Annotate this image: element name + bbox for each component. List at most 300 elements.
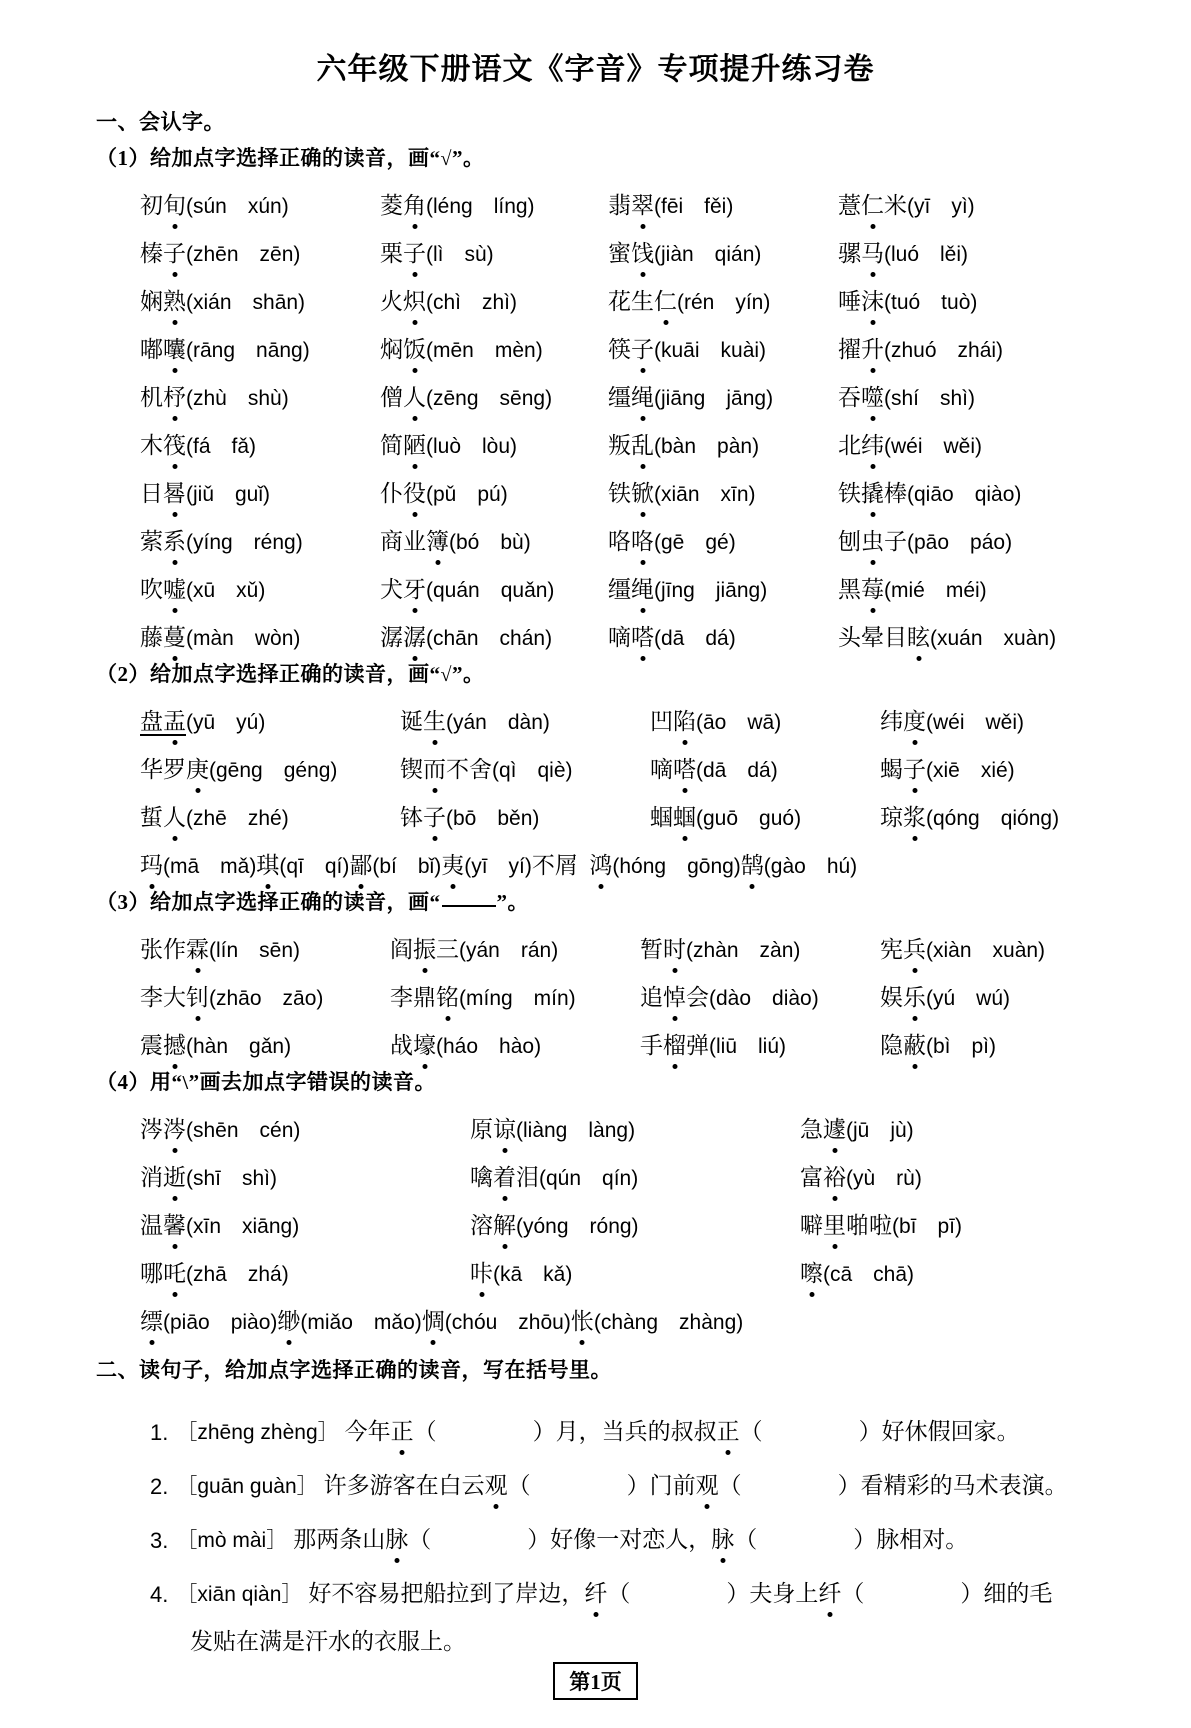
dotted-character: 嗒: [631, 619, 654, 652]
dotted-character: 鹄: [741, 847, 764, 880]
pinyin-choice-item[interactable]: [140, 427, 380, 460]
pinyin-bracket-options[interactable]: ［guān guàn］: [176, 1475, 318, 1498]
pinyin-options[interactable]: (dào diào): [709, 987, 819, 1010]
pinyin-choice-item[interactable]: [277, 1303, 421, 1336]
dotted-character: 度: [903, 703, 926, 736]
answer-blank[interactable]: [742, 1474, 838, 1500]
pinyin-choice-item[interactable]: [140, 235, 380, 268]
dotted-character: 惆: [422, 1303, 445, 1336]
pinyin-options[interactable]: (mā mǎ): [163, 855, 257, 878]
dotted-character: 谅: [493, 1111, 516, 1144]
pinyin-options[interactable]: (yán dàn): [446, 711, 550, 734]
pinyin-choice-item[interactable]: [400, 799, 650, 832]
question-number: 1.: [150, 1420, 169, 1445]
pinyin-choice-item[interactable]: [608, 619, 838, 652]
dotted-character: 壕: [413, 1027, 436, 1060]
dotted-character: 子: [631, 331, 654, 364]
dotted-character: 饭: [403, 331, 426, 364]
pinyin-options[interactable]: (quán quǎn): [426, 579, 555, 602]
pinyin-options[interactable]: (bàn pàn): [654, 435, 760, 458]
dotted-character: 正: [717, 1413, 740, 1446]
dotted-character: 纤: [818, 1575, 841, 1608]
dotted-character: 蔓: [163, 619, 186, 652]
dotted-character: 时: [663, 931, 686, 964]
pinyin-options[interactable]: (bō běn): [446, 807, 540, 830]
pinyin-choice-item[interactable]: [140, 523, 380, 556]
word-prefix: 诞: [400, 709, 423, 734]
word-characters: [140, 433, 186, 458]
word-prefix: 木: [140, 433, 163, 458]
dotted-character: 角: [403, 187, 426, 220]
exercise-row: [140, 271, 1191, 316]
pinyin-options[interactable]: (piāo piào): [163, 1311, 278, 1334]
pinyin-choice-item[interactable]: [390, 931, 640, 964]
pinyin-choice-item[interactable]: [140, 1159, 470, 1192]
dotted-character: 杼: [163, 379, 186, 412]
word-characters: [470, 1213, 516, 1238]
pinyin-choice-item[interactable]: [650, 751, 880, 784]
pinyin-options[interactable]: (kuāi kuài): [654, 339, 767, 362]
pinyin-choice-item[interactable]: [380, 523, 608, 556]
pinyin-options[interactable]: (zhā zhá): [186, 1263, 289, 1286]
pinyin-choice-item[interactable]: [349, 847, 441, 880]
pinyin-options[interactable]: (chì zhì): [426, 291, 518, 314]
word-characters: [650, 757, 696, 782]
pinyin-choice-item[interactable]: [256, 847, 349, 880]
dotted-character: 人: [403, 379, 426, 412]
pinyin-options[interactable]: (qóng qióng): [926, 807, 1060, 830]
word-characters: [880, 937, 926, 962]
word-characters: [838, 289, 884, 314]
pinyin-choice-item[interactable]: [380, 283, 608, 316]
word-characters: [380, 241, 426, 266]
pinyin-options[interactable]: (fá fǎ): [186, 435, 257, 458]
word-characters: [140, 481, 186, 506]
pinyin-choice-item[interactable]: [608, 427, 838, 460]
pinyin-options[interactable]: (jū jù): [846, 1119, 914, 1142]
pinyin-choice-item[interactable]: [470, 1255, 800, 1288]
pinyin-choice-item[interactable]: [441, 847, 589, 880]
pinyin-options[interactable]: (xū xǔ): [186, 579, 266, 602]
sentence-text: ）门前: [626, 1473, 696, 1498]
dotted-character: 炽: [403, 283, 426, 316]
pinyin-choice-item[interactable]: [608, 475, 838, 508]
question-number: 3.: [150, 1528, 169, 1553]
pinyin-options[interactable]: (rāng nāng): [186, 339, 310, 362]
pinyin-options[interactable]: (āo wā): [696, 711, 782, 734]
underline-mark-icon: [442, 905, 496, 907]
word-prefix: 翡: [608, 193, 631, 218]
pinyin-options[interactable]: (gē gé): [654, 531, 736, 554]
pinyin-options[interactable]: (bí bǐ): [372, 855, 442, 878]
pinyin-options[interactable]: (yóng róng): [516, 1215, 639, 1238]
word-prefix: 噙: [470, 1165, 493, 1190]
word-prefix: 蝎: [880, 757, 903, 782]
word-suffix: 不舍: [446, 757, 492, 782]
dotted-character: 振: [413, 931, 436, 964]
sentence-text: ）看精彩的马术表演。: [837, 1473, 1068, 1498]
pinyin-options[interactable]: (dā dá): [654, 627, 736, 650]
pinyin-choice-item[interactable]: [140, 571, 380, 604]
subsection-2-rows: [0, 691, 1191, 880]
pinyin-options[interactable]: (shī shì): [186, 1167, 278, 1190]
word-suffix: 会: [686, 985, 709, 1010]
pinyin-choice-item[interactable]: [741, 847, 857, 880]
slash-mark-icon: \: [182, 1072, 189, 1094]
word-characters: [640, 985, 709, 1010]
pinyin-choice-item[interactable]: [571, 1303, 743, 1336]
pinyin-options[interactable]: (pǔ pú): [426, 483, 508, 506]
pinyin-options[interactable]: (zhāo zāo): [209, 987, 324, 1010]
pinyin-choice-item[interactable]: [380, 235, 608, 268]
pinyin-options[interactable]: (xiē xié): [926, 759, 1015, 782]
pinyin-choice-item[interactable]: [608, 187, 838, 220]
pinyin-options[interactable]: (bì pì): [926, 1035, 997, 1058]
pinyin-choice-item[interactable]: [470, 1111, 800, 1144]
pinyin-bracket-options[interactable]: ［xiān qiàn］: [176, 1583, 303, 1606]
pinyin-options[interactable]: (chàng zhàng): [593, 1311, 744, 1334]
sentence-continuation: 发贴在满是汗水的衣服上。: [190, 1629, 466, 1654]
sentence-text: 许多游客在白云: [323, 1473, 485, 1498]
answer-blank[interactable]: [431, 1528, 527, 1554]
dotted-character: 遽: [823, 1111, 846, 1144]
exercise-row: [140, 1195, 1191, 1240]
pinyin-options[interactable]: (màn wòn): [186, 627, 301, 650]
pinyin-choice-item[interactable]: [140, 187, 380, 220]
pinyin-choice-item[interactable]: [140, 703, 400, 736]
dotted-character: 盂: [163, 703, 186, 736]
word-prefix: 原: [470, 1117, 493, 1142]
word-prefix: 初: [140, 193, 163, 218]
pinyin-options[interactable]: (wéi wěi): [884, 435, 983, 458]
word-prefix: 筷: [608, 337, 631, 362]
pinyin-options[interactable]: (jiàn qián): [654, 243, 762, 266]
pinyin-options[interactable]: (xiān xīn): [654, 483, 756, 506]
paren-open: （: [507, 1473, 531, 1498]
word-prefix: 叛: [608, 433, 631, 458]
word-suffix: 弹: [686, 1033, 709, 1058]
word-prefix: 仆: [380, 481, 403, 506]
word-suffix: 不屑: [531, 853, 590, 878]
pinyin-options[interactable]: (liàng làng): [516, 1119, 636, 1142]
pinyin-options[interactable]: (sún xún): [186, 195, 289, 218]
pinyin-options[interactable]: (mié méi): [884, 579, 987, 602]
word-characters: [608, 625, 654, 650]
word-characters: [838, 337, 884, 362]
word-prefix: 骡: [838, 241, 861, 266]
pinyin-choice-item[interactable]: [608, 331, 838, 364]
word-prefix: 栗: [380, 241, 403, 266]
pinyin-choice-item[interactable]: [390, 1027, 640, 1060]
pinyin-options[interactable]: (dā dá): [696, 759, 778, 782]
pinyin-options[interactable]: (léng líng): [426, 195, 535, 218]
pinyin-options[interactable]: (zhù shù): [186, 387, 289, 410]
pinyin-options[interactable]: (bó bù): [449, 531, 531, 554]
pinyin-options[interactable]: (qī qí): [279, 855, 350, 878]
word-characters: [140, 577, 186, 602]
pinyin-options[interactable]: (zhē zhé): [186, 807, 289, 830]
pinyin-options[interactable]: (shí shì): [884, 387, 976, 410]
pinyin-options[interactable]: (qiāo qiào): [907, 483, 1022, 506]
pinyin-options[interactable]: (chān chán): [426, 627, 553, 650]
pinyin-choice-item[interactable]: [140, 379, 380, 412]
word-prefix: 温: [140, 1213, 163, 1238]
pinyin-choice-item[interactable]: [608, 379, 838, 412]
pinyin-bracket-options[interactable]: ［zhēng zhèng］: [176, 1421, 339, 1444]
pinyin-choice-item[interactable]: [380, 379, 608, 412]
pinyin-choice-item[interactable]: [140, 1207, 470, 1240]
pinyin-options[interactable]: (hàn gǎn): [186, 1035, 292, 1058]
pinyin-options[interactable]: (xuán xuàn): [930, 627, 1057, 650]
exercise-row-inline: [140, 1291, 1191, 1336]
dotted-character: 观: [696, 1467, 719, 1500]
word-characters: [800, 1213, 892, 1238]
dotted-character: 纬: [861, 427, 884, 460]
word-characters: [880, 1033, 926, 1058]
dotted-character: 役: [403, 475, 426, 508]
exercise-row: [140, 559, 1191, 604]
dotted-character: 蝈: [673, 799, 696, 832]
pinyin-choice-item[interactable]: [400, 703, 650, 736]
pinyin-choice-item[interactable]: [470, 1207, 800, 1240]
pinyin-options[interactable]: (yī yì): [907, 195, 975, 218]
pinyin-choice-item[interactable]: [608, 523, 838, 556]
pinyin-choice-item[interactable]: [380, 331, 608, 364]
answer-blank[interactable]: [531, 1474, 627, 1500]
word-characters: [400, 757, 492, 782]
pinyin-choice-item[interactable]: [390, 979, 640, 1012]
subsection-2-label-end: ”。: [451, 662, 485, 686]
pinyin-choice-item[interactable]: [640, 979, 880, 1012]
pinyin-options[interactable]: (jiāng jāng): [654, 387, 774, 410]
dotted-character: 子: [163, 235, 186, 268]
pinyin-options[interactable]: (chóu zhōu): [444, 1311, 571, 1334]
word-prefix: 嘀: [608, 625, 631, 650]
word-characters: [390, 1033, 436, 1058]
pinyin-bracket-options[interactable]: ［mò mài］: [176, 1529, 288, 1552]
pinyin-options[interactable]: (cā chā): [823, 1263, 915, 1286]
word-suffix: 米: [884, 193, 907, 218]
pinyin-options[interactable]: (liū liú): [709, 1035, 787, 1058]
pinyin-options[interactable]: (zhàn zàn): [686, 939, 801, 962]
pinyin-choice-item[interactable]: [650, 799, 880, 832]
subsection-4-heading: [96, 1066, 1191, 1096]
pinyin-options[interactable]: (yú wú): [926, 987, 1011, 1010]
pinyin-options[interactable]: (luò lòu): [426, 435, 518, 458]
dotted-character: 钊: [186, 979, 209, 1012]
word-prefix: 缰: [608, 385, 631, 410]
dotted-character: 绳: [631, 571, 654, 604]
pinyin-options[interactable]: (bī pī): [892, 1215, 963, 1238]
pinyin-choice-item[interactable]: [380, 475, 608, 508]
sentence-question-row: [150, 1394, 1191, 1446]
pinyin-options[interactable]: (qì qiè): [492, 759, 573, 782]
pinyin-options[interactable]: (yū yú): [186, 711, 266, 734]
sentence-text: 好不容易把船拉到了岸边，: [308, 1581, 585, 1606]
pinyin-options[interactable]: (yíng réng): [186, 531, 303, 554]
pinyin-choice-item[interactable]: [140, 475, 380, 508]
pinyin-choice-item[interactable]: [608, 235, 838, 268]
pinyin-choice-item[interactable]: [589, 847, 740, 880]
pinyin-options[interactable]: (wéi wěi): [926, 711, 1025, 734]
word-prefix: 北: [838, 433, 861, 458]
word-characters: [380, 529, 449, 554]
sentence-text: ）好休假回家。: [858, 1419, 1020, 1444]
word-characters: [800, 1261, 823, 1286]
pinyin-options[interactable]: (hóng gōng): [612, 855, 741, 878]
answer-blank[interactable]: [864, 1582, 960, 1608]
answer-blank[interactable]: [757, 1528, 853, 1554]
pinyin-choice-item[interactable]: [140, 283, 380, 316]
word-prefix: 吹: [140, 577, 163, 602]
pinyin-options[interactable]: (mēn mèn): [426, 339, 543, 362]
answer-blank[interactable]: [630, 1582, 726, 1608]
pinyin-choice-item[interactable]: [140, 331, 380, 364]
pinyin-options[interactable]: (yù rù): [846, 1167, 922, 1190]
dotted-character: 观: [485, 1467, 508, 1500]
dotted-character: 筏: [163, 427, 186, 460]
pinyin-choice-item[interactable]: [422, 1303, 571, 1336]
word-characters: [608, 481, 654, 506]
section-one-heading: 一、会认字。: [96, 110, 225, 134]
dotted-character: 而: [423, 751, 446, 784]
pinyin-options[interactable]: (zēng sēng): [426, 387, 553, 410]
dotted-character: 浆: [903, 799, 926, 832]
pinyin-choice-item[interactable]: [380, 571, 608, 604]
pinyin-choice-item[interactable]: [608, 283, 838, 316]
dotted-character: 晷: [163, 475, 186, 508]
dotted-character: 涔: [163, 1111, 186, 1144]
pinyin-options[interactable]: (gēng géng): [209, 759, 338, 782]
pinyin-choice-item[interactable]: [380, 427, 608, 460]
dotted-character: 纤: [584, 1575, 607, 1608]
pinyin-options[interactable]: (miǎo mǎo): [300, 1311, 422, 1334]
dotted-character: 嗒: [673, 751, 696, 784]
word-prefix: 锲: [400, 757, 423, 782]
pinyin-options[interactable]: (zhuó zhái): [884, 339, 1004, 362]
word-prefix: 李大: [140, 985, 186, 1010]
dotted-character: 咔: [470, 1255, 493, 1288]
dotted-character: 升: [861, 331, 884, 364]
word-prefix: 薏: [838, 193, 861, 218]
pinyin-options[interactable]: (rén yín): [677, 291, 771, 314]
pinyin-choice-item[interactable]: [140, 1027, 390, 1060]
dotted-character: 绳: [631, 379, 654, 412]
pinyin-choice-item[interactable]: [380, 187, 608, 220]
exercise-row: [140, 511, 1191, 556]
pinyin-choice-item[interactable]: [140, 847, 256, 880]
pinyin-options[interactable]: (jīng jiāng): [654, 579, 768, 602]
pinyin-options[interactable]: (yán rán): [459, 939, 559, 962]
pinyin-options[interactable]: (xiàn xuàn): [926, 939, 1046, 962]
pinyin-options[interactable]: (shēn cén): [186, 1119, 301, 1142]
word-characters: [380, 433, 426, 458]
pinyin-choice-item[interactable]: [140, 619, 380, 652]
word-prefix: 震: [140, 1033, 163, 1058]
word-characters: [380, 289, 426, 314]
word-characters: [838, 385, 884, 410]
pinyin-options[interactable]: (xián shān): [186, 291, 306, 314]
answer-blank[interactable]: [763, 1420, 859, 1446]
word-characters: [140, 937, 209, 962]
word-characters: [400, 709, 446, 734]
check-mark-icon: √: [440, 664, 452, 686]
pinyin-options[interactable]: (lì sù): [426, 243, 494, 266]
pinyin-choice-item[interactable]: [470, 1159, 800, 1192]
subsection-2-label-start: （2）给加点字选择正确的读音，画“: [96, 662, 441, 686]
pinyin-options[interactable]: (qún qín): [539, 1167, 639, 1190]
dotted-character: 裕: [823, 1159, 846, 1192]
pinyin-options[interactable]: (jiǔ guǐ): [186, 483, 271, 506]
word-characters: [380, 625, 426, 650]
pinyin-choice-item[interactable]: [400, 751, 650, 784]
word-characters: [140, 1213, 186, 1238]
word-characters: [140, 1261, 186, 1286]
dotted-character: 潺: [403, 619, 426, 652]
pinyin-options[interactable]: (kā kǎ): [493, 1263, 573, 1286]
dotted-character: 仁: [654, 283, 677, 316]
word-prefix: 急: [800, 1117, 823, 1142]
word-characters: [140, 241, 186, 266]
dotted-character: 旬: [163, 187, 186, 220]
pinyin-options[interactable]: (tuó tuò): [884, 291, 978, 314]
pinyin-options[interactable]: (háo hào): [436, 1035, 542, 1058]
pinyin-options[interactable]: (fēi fěi): [654, 195, 734, 218]
pinyin-options[interactable]: (míng mín): [459, 987, 576, 1010]
dotted-character: 生: [423, 703, 446, 736]
pinyin-choice-item[interactable]: [650, 703, 880, 736]
pinyin-choice-item[interactable]: [140, 751, 400, 784]
word-characters: [470, 1117, 516, 1142]
pinyin-choice-item[interactable]: [140, 1303, 277, 1336]
pinyin-choice-item[interactable]: [140, 799, 400, 832]
word-prefix: 消: [140, 1165, 163, 1190]
pinyin-choice-item[interactable]: [140, 979, 390, 1012]
pinyin-choice-item[interactable]: [640, 1027, 880, 1060]
word-prefix: 琼: [880, 805, 903, 830]
page-number: 第1页: [553, 1662, 638, 1700]
dotted-character: 解: [493, 1207, 516, 1240]
pinyin-options[interactable]: (luó lěi): [884, 243, 969, 266]
pinyin-options[interactable]: (yī yí): [464, 855, 532, 878]
pinyin-options[interactable]: (zhēn zēn): [186, 243, 301, 266]
exercise-row: [140, 1015, 1191, 1060]
exercise-row: [140, 1243, 1191, 1288]
exercise-row: [140, 691, 1191, 736]
pinyin-choice-item[interactable]: [140, 1111, 470, 1144]
pinyin-options[interactable]: (guō guó): [696, 807, 802, 830]
answer-blank[interactable]: [437, 1420, 533, 1446]
word-suffix: 泪: [516, 1165, 539, 1190]
pinyin-options[interactable]: (gào hú): [763, 855, 858, 878]
word-prefix: 宪: [880, 937, 903, 962]
word-characters: [140, 709, 186, 736]
word-prefix: 火: [380, 289, 403, 314]
pinyin-options[interactable]: (pāo páo): [907, 531, 1013, 554]
word-characters: [400, 805, 446, 830]
sentence-text: ）好像一对恋人，: [527, 1527, 712, 1552]
word-prefix: 追: [640, 985, 663, 1010]
pinyin-choice-item[interactable]: [380, 619, 608, 652]
pinyin-choice-item[interactable]: [608, 571, 838, 604]
pinyin-options[interactable]: (xīn xiāng): [186, 1215, 300, 1238]
pinyin-choice-item[interactable]: [640, 931, 880, 964]
pinyin-choice-item[interactable]: [140, 1255, 470, 1288]
word-prefix: 盘: [140, 709, 163, 734]
dotted-character: 囔: [163, 331, 186, 364]
pinyin-options[interactable]: (lín sēn): [209, 939, 301, 962]
pinyin-choice-item[interactable]: [140, 931, 390, 964]
